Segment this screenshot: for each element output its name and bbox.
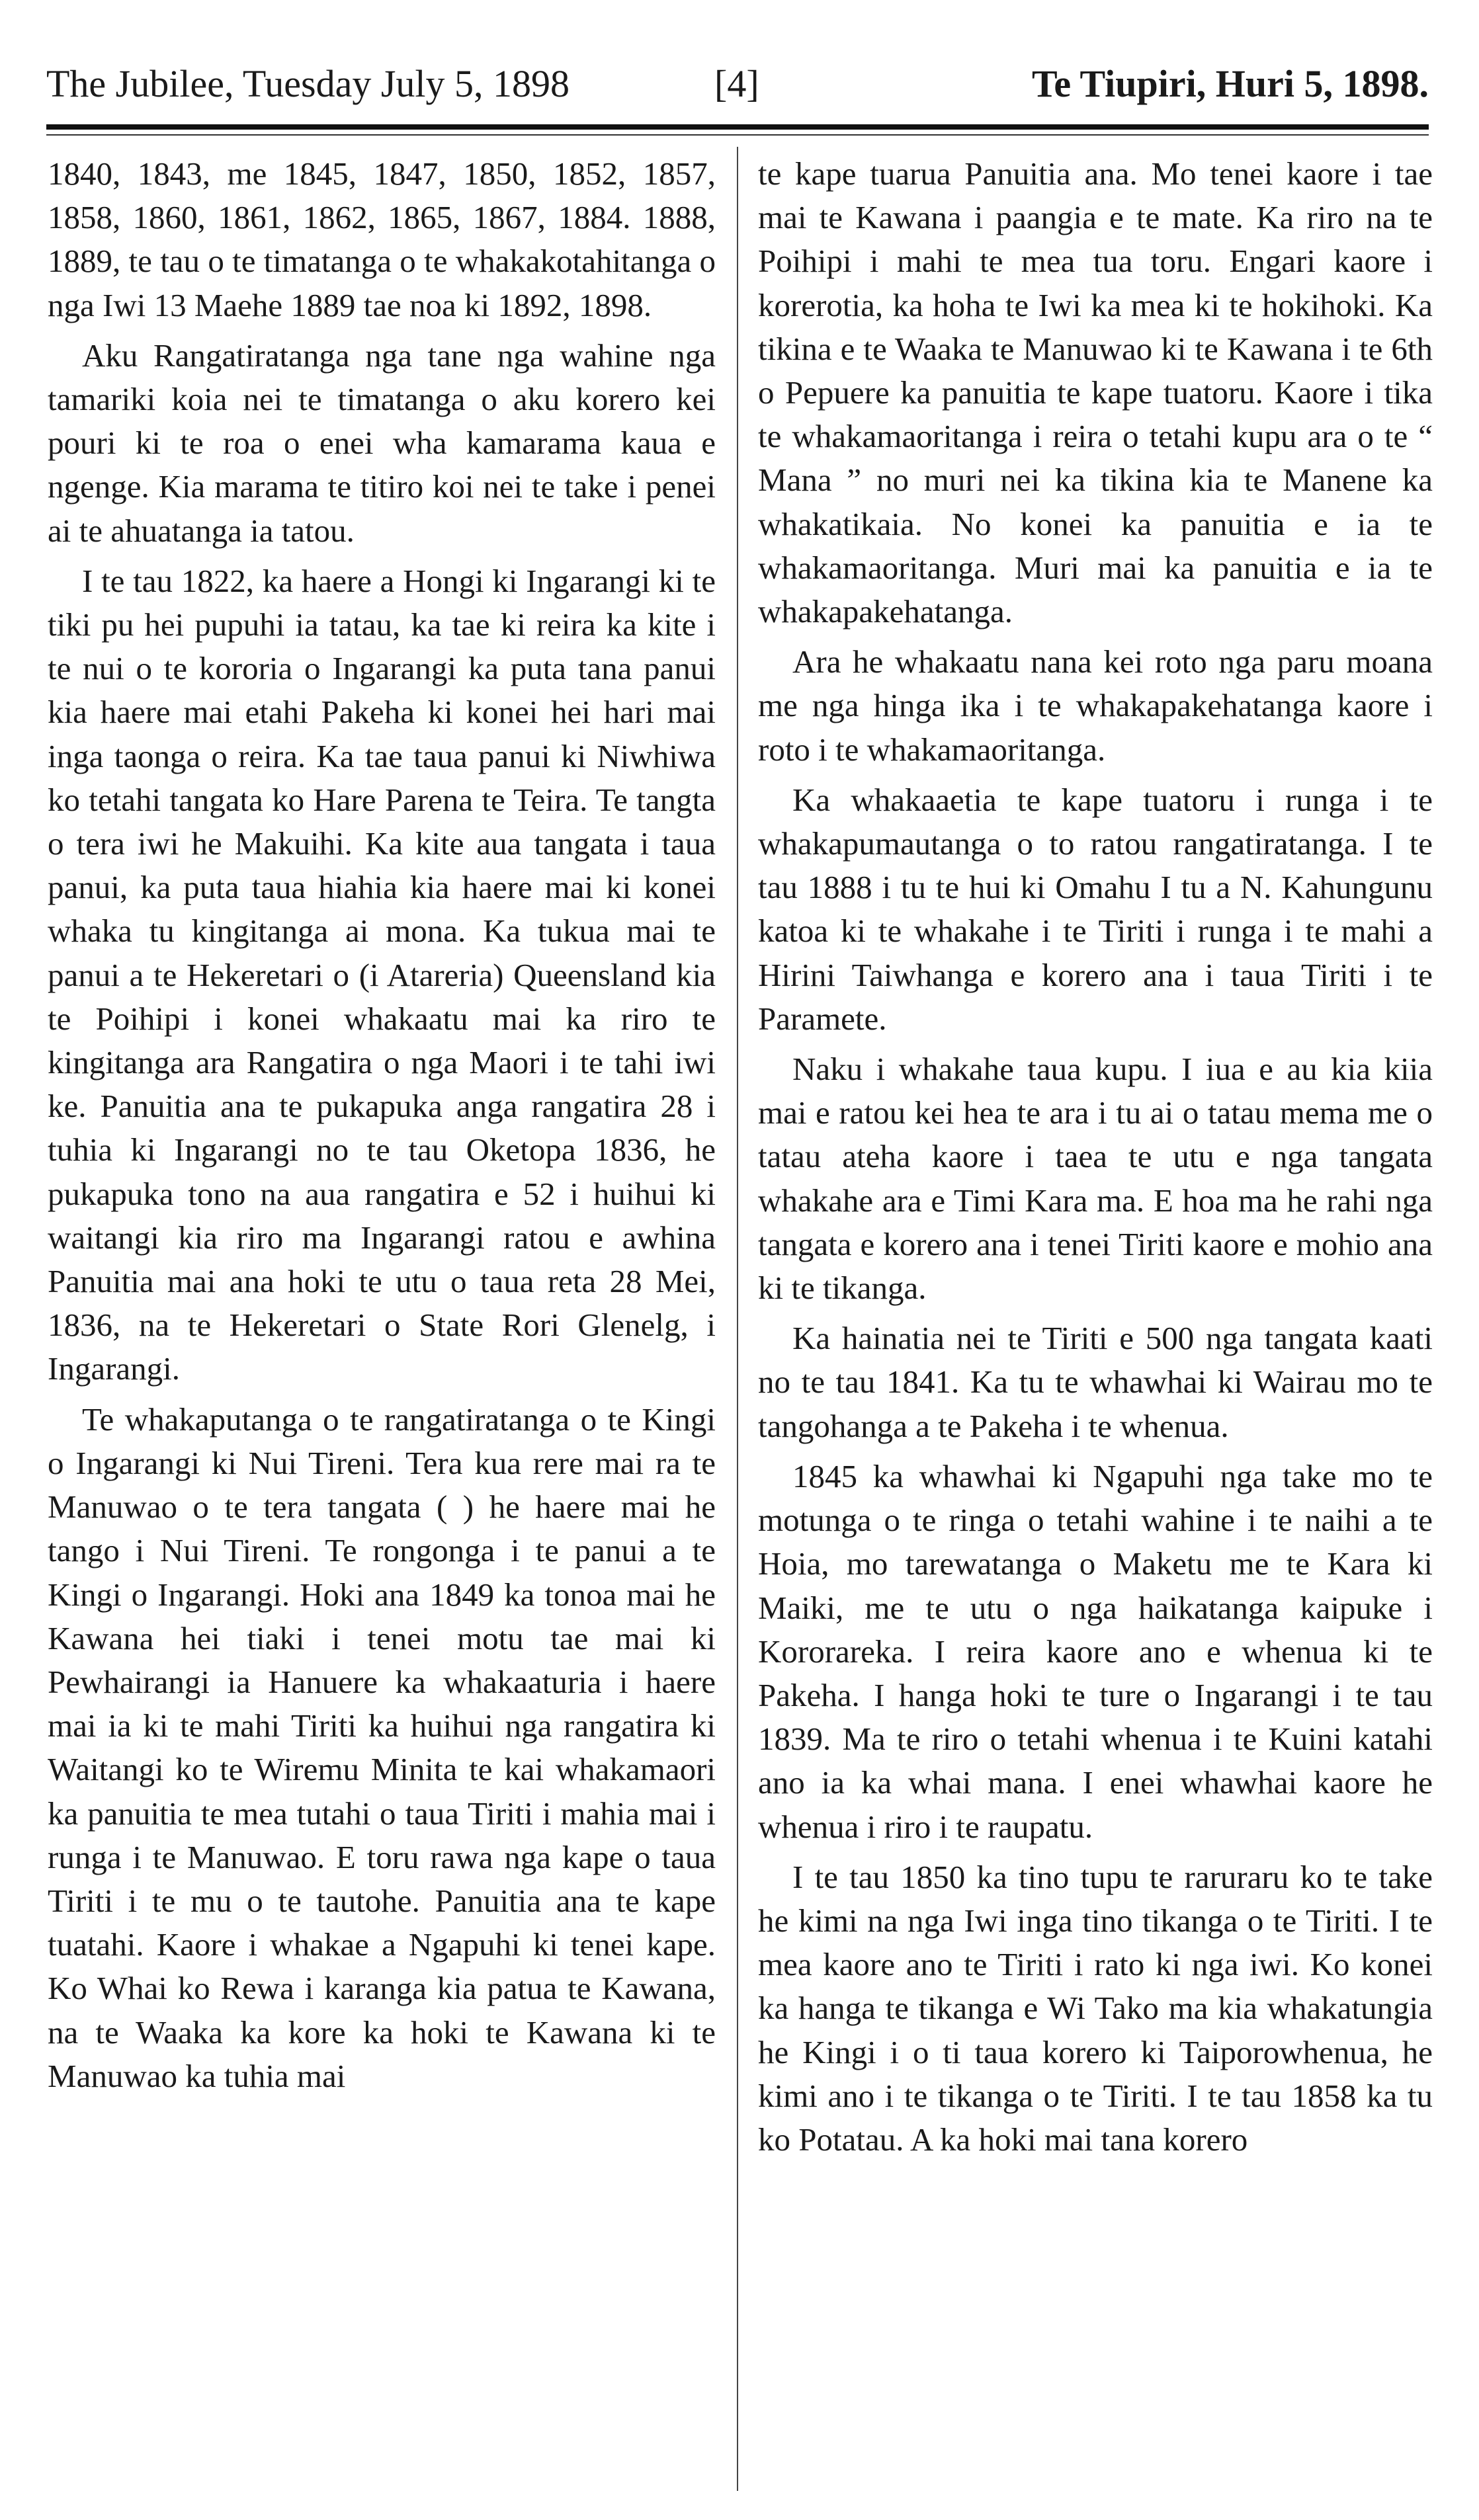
header-rule-thin <box>46 134 1429 136</box>
header-maori-title: Te Tiupiri, Huri 5, 1898. <box>1031 62 1429 105</box>
paragraph: I te tau 1850 ka tino tupu te raruraru ko te take he kimi na nga Iwi inga tino tikanga o te Tiriti. I te mea kaore ano te Tiriti i rato ki nga iwi. Ko konei ka hanga te tikanga e Wi Tako ma kia whakatungia he Kingi i o ti taua korero ki Taiporowhenua, he kimi ano i te tikanga o te Tiriti. I te tau 1858 ka tu ko Potatau. A ka hoki mai tana korero <box>758 1858 1433 2158</box>
paragraph: Ka whakaaetia te kape tuatoru i runga i te whakapumautanga o to ratou rangatiratanga. I te tau 1888 i tu te hui ki Omahu I tu a N. Kahungunu katoa ki te whakahe i te Tiriti i runga i te mahi a Hirini Taiwhanga e korero ana i taua Tiriti i te Paramete. <box>758 781 1433 1037</box>
paragraph: I te tau 1822, ka haere a Hongi ki Ingarangi ki te tiki pu hei pupuhi ia tatau, ka tae ki reira ka kite i te nui o te kororia o Ingarangi ka puta tana panui kia haere mai etahi Pakeha ki konei hei hari mai inga taonga o reira. Ka tae taua panui ki Niwhiwa ko tetahi tangata ko Hare Parena te Teira. Te tangta o tera iwi he Makuihi. Ka kite aua tangata i taua panui, ka puta taua hiahia kia haere mai ki konei whaka tu kingitanga ai mona. Ka tukua mai te panui a te Hekeretari o (i Atareria) Queensland kia te Poihipi i konei whakaatu mai ka riro te kingitanga ara Rangatira o nga Maori i te tahi iwi ke. Panuitia ana te pukapuka anga rangatira 28 i tuhia ki Ingarangi no te tau Oketopa 1836, he pukapuka tono na aua rangatira e 52 i huihui ki waitangi kia riro ma Ingarangi ratou e awhina Panuitia mai ana hoki te utu o taua reta 28 Mei, 1836, na te Hekeretari o State Rori Glenelg, i Ingarangi. <box>48 562 716 1387</box>
paragraph: 1845 ka whawhai ki Ngapuhi nga take mo te motunga o te ringa o tetahi wahine i te naihi a te Hoia, mo tarewatanga o Maketu me te Kara ki Maiki, me te utu o nga haikatanga kaipuke i Kororareka. I reira kaore ano e whenua ki te Pakeha. I hanga hoki te ture o Ingarangi i te tau 1839. Ma te riro o tetahi whenua i te Kuini katahi ano ia ka whai mana. I enei whawhai kaore he whenua i riro i te raupatu. <box>758 1457 1433 1845</box>
page-number: [4] <box>714 62 759 105</box>
paragraph: Ara he whakaatu nana kei roto nga paru moana me nga hinga ika i te whakapakehatanga kaore i roto i te whakamaoritanga. <box>758 643 1433 768</box>
paragraph: Naku i whakahe taua kupu. I iua e au kia kiia mai e ratou kei hea te ara i tu ai o tatau mema me o tatau ateha kaore i taea te utu e nga tangata whakahe ara e Timi Kara ma. E hoa ma he rahi nga tangata e korero ana i tenei Tiriti kaore e mohio ana ki te tikanga. <box>758 1051 1433 1307</box>
left-column <box>48 152 716 2500</box>
paragraph: Ka hainatia nei te Tiriti e 500 nga tangata kaati no te tau 1841. Ka tu te whawhai ki Wairau mo te tangohanga a te Pakeha i te whenua. <box>758 1320 1433 1444</box>
right-column <box>758 152 1433 2500</box>
page-header <box>46 48 1429 120</box>
paragraph: Te whakaputanga o te rangatiratanga o te Kingi o Ingarangi ki Nui Tireni. Tera kua rere mai ra te Manuwao o te tera tangata ( ) he haere mai he tango i Nui Tireni. Te rongonga i te panui a te Kingi o Ingarangi. Hoki ana 1849 ka tonoa mai he Kawana hei tiaki i tenei motu tae mai ki Pewhairangi ia Hanuere ka whakaaturia i haere mai ia ki te mahi Tiriti ka huihui nga rangatira ki Waitangi ko te Wiremu Minita te kai whakamaori ka panuitia te mea tutahi o taua Tiriti i mahia mai i runga i te Manuwao. E toru rawa nga kape o taua Tiriti i te mu o te tautohe. Panuitia ana te kape tuatahi. Kaore i whakae a Ngapuhi ki tenei kape. Ko Whai ko Rewa i karanga kia patua te Kawana, na te Waaka ka kore ka hoki te Kawana ki te Manuwao ka tuhia mai <box>48 1401 716 2094</box>
paragraph: te kape tuarua Panuitia ana. Mo tenei kaore i tae mai te Kawana i paangia e te mate. Ka riro na te Poihipi i mahi te mea tua toru. Engari kaore i korerotia, ka hoha te Iwi ka mea ki te hokihoki. Ka tikina e te Waaka te Manuwao ki te Kawana i te 6th o Pepuere ka panuitia te kape tuatoru. Kaore i tika te whakamaoritanga i reira o tetahi kupu ara o te “ Mana ” no muri nei ka tikina kia te Manene ka whakatikaia. No konei ka panuitia e ia te whakamaoritanga. Muri mai ka panuitia e ia te whakapakehatanga. <box>758 155 1433 630</box>
header-rule-thick <box>46 124 1429 130</box>
paragraph: Aku Rangatiratanga nga tane nga wahine nga tamariki koia nei te timatanga o aku korero kei pouri ki te roa o enei wha kamarama kaua e ngenge. Kia marama te titiro koi nei te take i penei ai te ahuatanga ia tatou. <box>48 337 716 549</box>
paragraph: 1840, 1843, me 1845, 1847, 1850, 1852, 1857, 1858, 1860, 1861, 1862, 1865, 1867, 1884. 1888, 1889, te tau o te timatanga o te whakakotahitanga o nga Iwi 13 Maehe 1889 tae noa ki 1892, 1898. <box>48 155 716 323</box>
column-divider <box>737 147 738 2491</box>
header-english-title: The Jubilee, Tuesday July 5, 1898 <box>46 62 570 105</box>
